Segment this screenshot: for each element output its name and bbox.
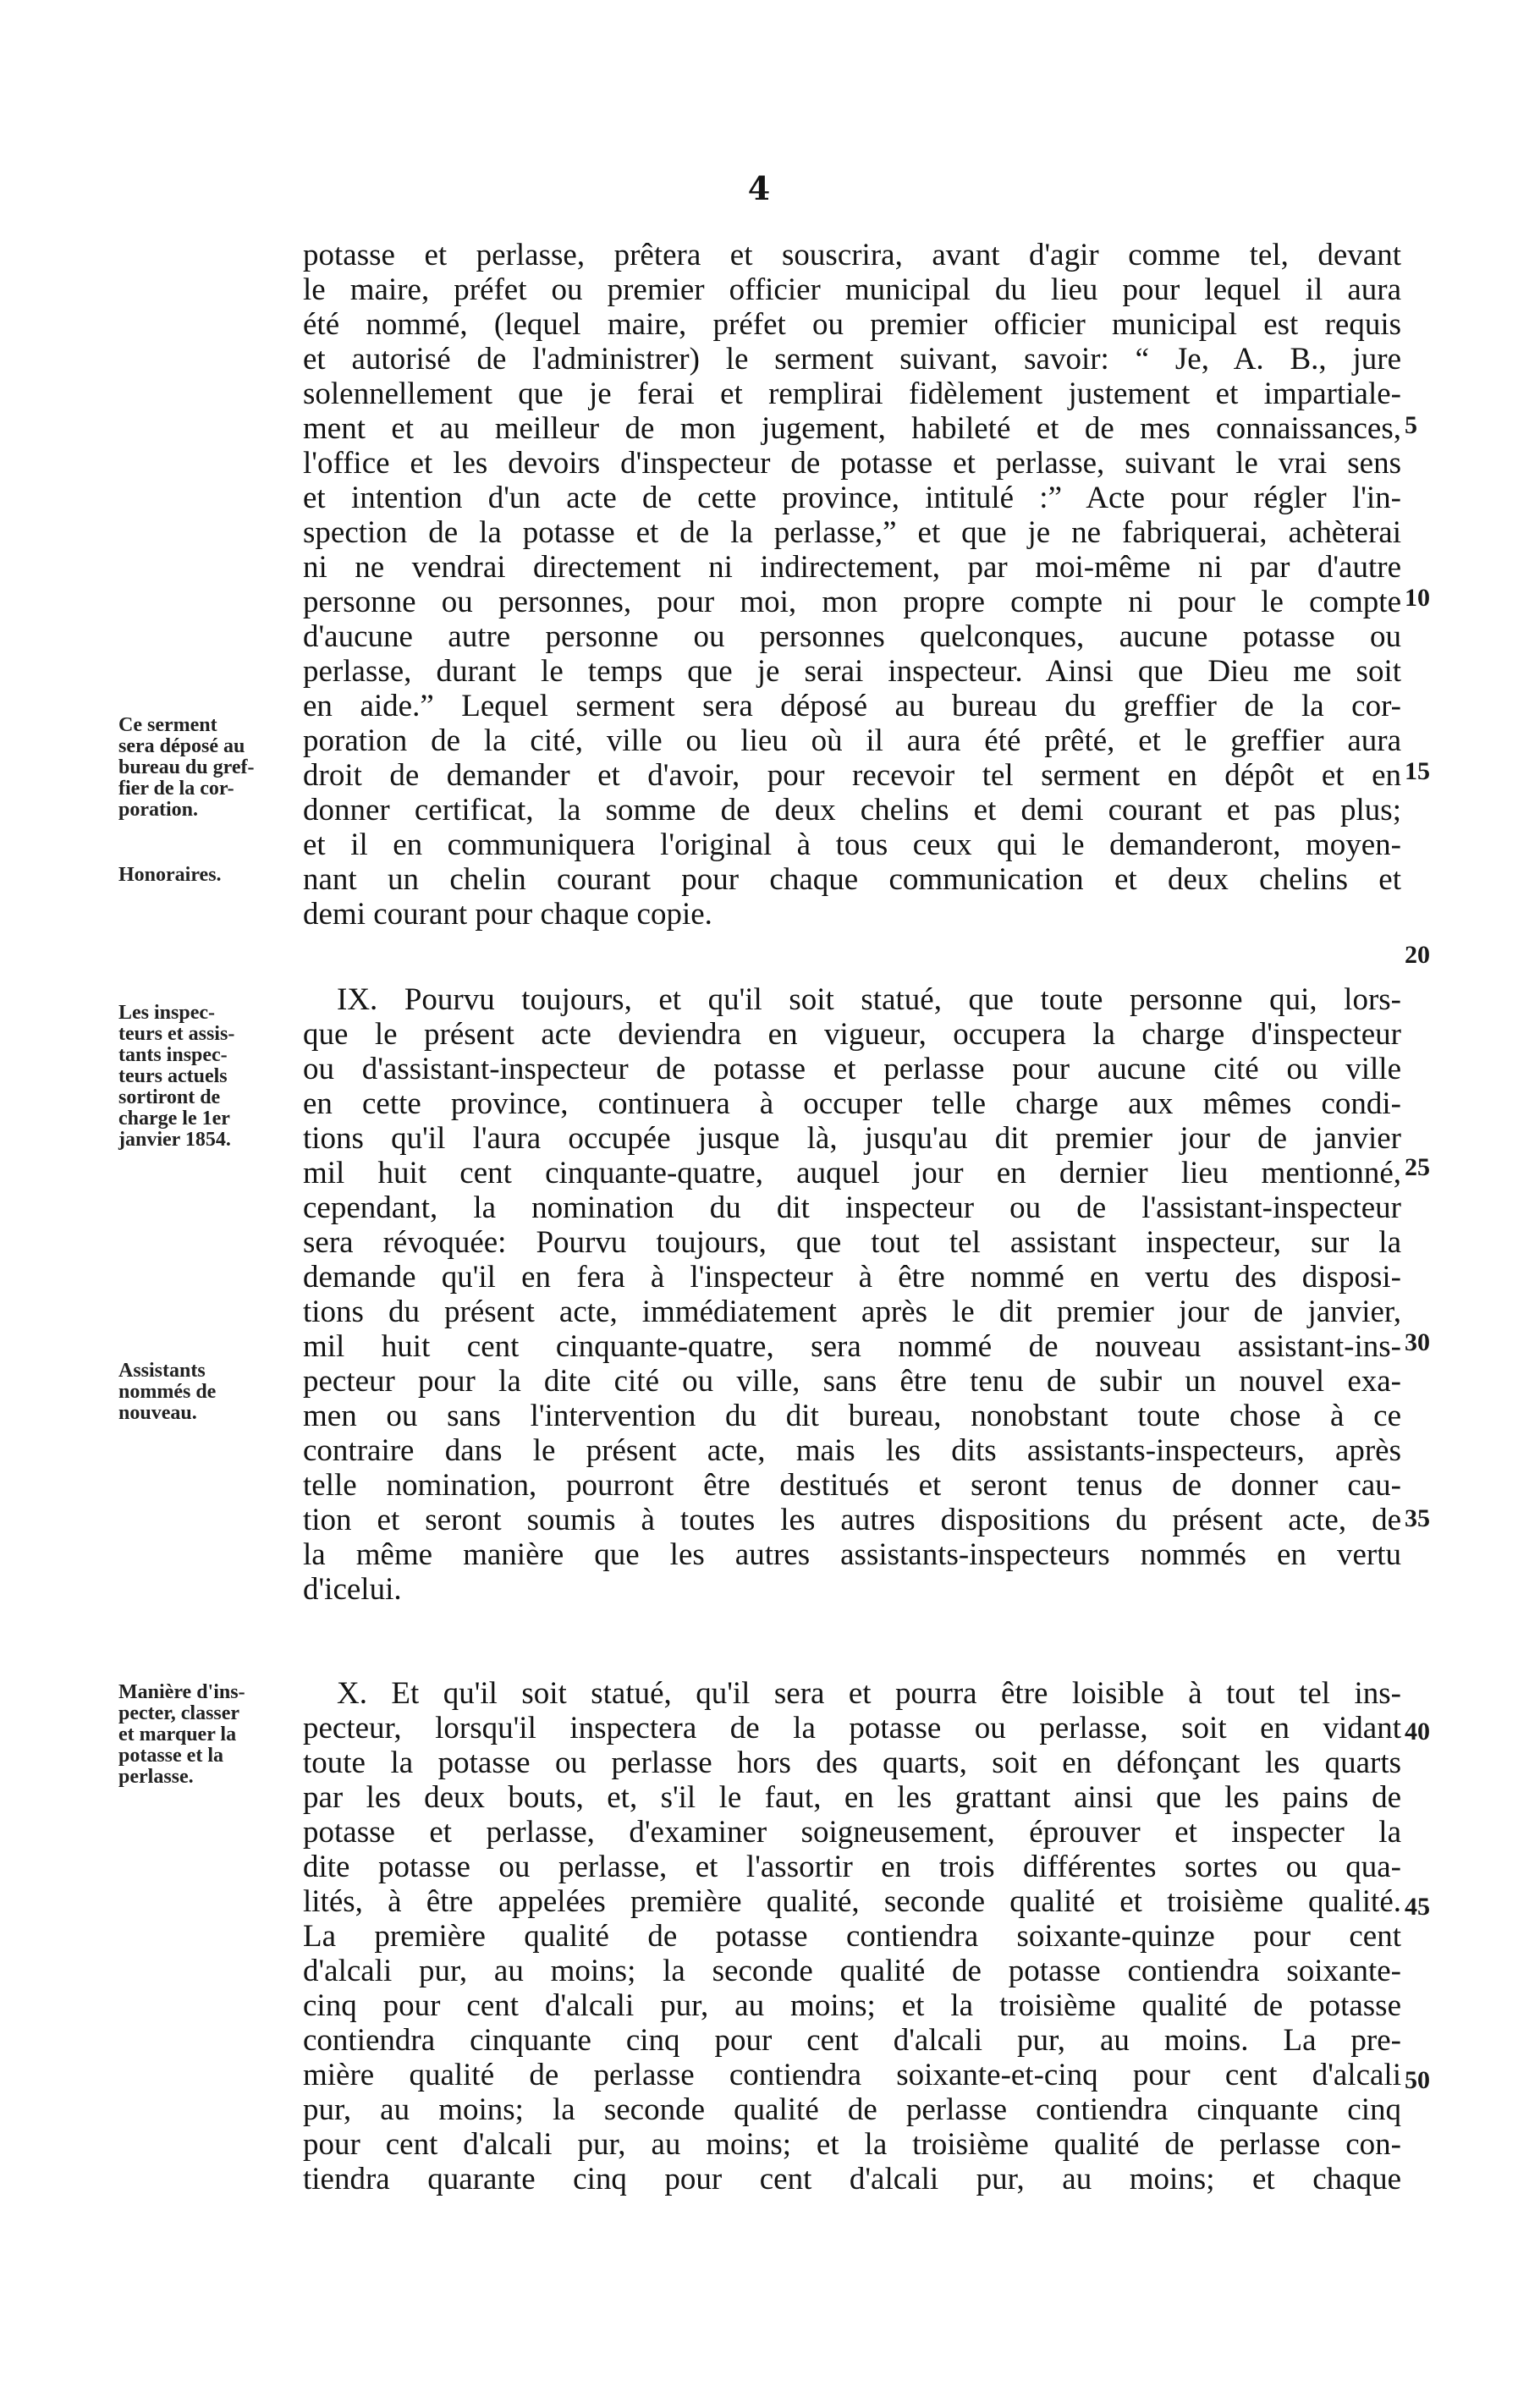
body-line: contiendra cinquante cinq pour cent d'alcali pur, au moins. La pre- [303, 2023, 1401, 2058]
section-ix-line: IX. Pourvu toujours, et qu'il soit statué, que toute personne qui, lors- [337, 982, 1401, 1017]
body-line: en aide.” Lequel serment sera déposé au bureau du greffier de la cor- [303, 689, 1401, 723]
body-line: et autorisé de l'administrer) le serment suivant, savoir: “ Je, A. B., jure [303, 342, 1401, 377]
margin-note-reappointed-assistants: Assistants nommés de nouveau. [118, 1360, 217, 1424]
body-line: donner certificat, la somme de deux chelins et demi courant et pas plus; [303, 793, 1401, 827]
body-line: d'icelui. [303, 1572, 402, 1607]
body-line: personne ou personnes, pour moi, mon propre compte ni pour le compte [303, 585, 1401, 619]
line-number: 40 [1405, 1718, 1430, 1746]
body-line: lités, à être appelées première qualité, seconde qualité et troisième qualité. [303, 1884, 1401, 1919]
body-line: pur, au moins; la seconde qualité de perlasse contiendra cinquante cinq [303, 2092, 1401, 2127]
margin-note-inspection-method: Manière d'ins- pecter, classer et marquer la potasse et la perlasse. [118, 1681, 245, 1788]
body-line: mière qualité de perlasse contiendra soixante-et-cinq pour cent d'alcali [303, 2058, 1401, 2092]
body-line: cinq pour cent d'alcali pur, au moins; et la troisième qualité de potasse [303, 1988, 1401, 2023]
body-line: tiendra quarante cinq pour cent d'alcali pur, au moins; et chaque [303, 2162, 1401, 2196]
line-number: 35 [1405, 1504, 1430, 1532]
body-line: demande qu'il en fera à l'inspecteur à être nommé en vertu des disposi- [303, 1260, 1401, 1295]
line-number: 20 [1405, 941, 1430, 969]
body-line: pecteur pour la dite cité ou ville, sans être tenu de subir un nouvel exa- [303, 1364, 1401, 1399]
body-line: poration de la cité, ville ou lieu où il aura été prêté, et le greffier aura [303, 723, 1401, 758]
line-number: 30 [1405, 1328, 1430, 1356]
body-line: ni ne vendrai directement ni indirectement, par moi-même ni par d'autre [303, 550, 1401, 585]
body-line: et intention d'un acte de cette province, intitulé :” Acte pour régler l'in- [303, 481, 1401, 515]
page-number: 4 [747, 169, 771, 207]
body-line: pour cent d'alcali pur, au moins; et la troisième qualité de perlasse con- [303, 2127, 1401, 2162]
body-line: droit de demander et d'avoir, pour recevoir tel serment en dépôt et en [303, 758, 1401, 793]
body-line: cependant, la nomination du dit inspecteur ou de l'assistant-inspecteur [303, 1190, 1401, 1225]
body-line: tions qu'il l'aura occupée jusque là, jusqu'au dit premier jour de janvier [303, 1121, 1401, 1156]
body-line: pecteur, lorsqu'il inspectera de la potasse ou perlasse, soit en vidant [303, 1711, 1401, 1746]
margin-note-fees: Honoraires. [118, 864, 222, 886]
body-line: et il en communiquera l'original à tous ceux qui le demanderont, moyen- [303, 827, 1401, 862]
body-line: par les deux bouts, et, s'il le faut, en les grattant ainsi que les pains de [303, 1780, 1401, 1815]
body-line: sera révoquée: Pourvu toujours, que tout tel assistant inspecteur, sur la [303, 1225, 1401, 1260]
body-line: dite potasse ou perlasse, et l'assortir en trois différentes sortes ou qua- [303, 1850, 1401, 1884]
body-line: mil huit cent cinquante-quatre, sera nommé de nouveau assistant-ins- [303, 1329, 1401, 1364]
body-line: d'alcali pur, au moins; la seconde qualité de potasse contiendra soixante- [303, 1954, 1401, 1988]
body-line: tions du présent acte, immédiatement après le dit premier jour de janvier, [303, 1295, 1401, 1329]
line-number: 5 [1405, 411, 1417, 439]
body-line: d'aucune autre personne ou personnes quelconques, aucune potasse ou [303, 619, 1401, 654]
body-line: contraire dans le présent acte, mais les dits assistants-inspecteurs, après [303, 1433, 1401, 1468]
body-line: men ou sans l'intervention du dit bureau, nonobstant toute chose à ce [303, 1399, 1401, 1433]
body-line: ou d'assistant-inspecteur de potasse et perlasse pour aucune cité ou ville [303, 1052, 1401, 1086]
body-line: potasse et perlasse, d'examiner soigneusement, éprouver et inspecter la [303, 1815, 1401, 1850]
body-line: tion et seront soumis à toutes les autres dispositions du présent acte, de [303, 1503, 1401, 1537]
body-line: telle nomination, pourront être destitués et seront tenus de donner cau- [303, 1468, 1401, 1503]
body-line: nant un chelin courant pour chaque communication et deux chelins et [303, 862, 1401, 897]
line-number: 10 [1405, 584, 1430, 612]
section-x-line: X. Et qu'il soit statué, qu'il sera et pourra être loisible à tout tel ins- [337, 1676, 1401, 1711]
body-line: l'office et les devoirs d'inspecteur de potasse et perlasse, suivant le vrai sens [303, 446, 1401, 481]
body-line: le maire, préfet ou premier officier municipal du lieu pour lequel il aura [303, 272, 1401, 307]
body-line: solennellement que je ferai et remplirai fidèlement justement et impartiale- [303, 377, 1401, 411]
line-number: 15 [1405, 757, 1430, 785]
body-line: spection de la potasse et de la perlasse,” et que je ne fabriquerai, achèterai [303, 515, 1401, 550]
margin-note-oath-deposit: Ce serment sera déposé au bureau du gref- fier de la cor- poration. [118, 714, 255, 821]
body-line: la même manière que les autres assistants-inspecteurs nommés en vertu [303, 1537, 1401, 1572]
body-line: mil huit cent cinquante-quatre, auquel jour en dernier lieu mentionné, [303, 1156, 1401, 1190]
body-line: demi courant pour chaque copie. [303, 897, 712, 932]
body-line: que le présent acte deviendra en vigueur, occupera la charge d'inspecteur [303, 1017, 1401, 1052]
line-number: 45 [1405, 1893, 1430, 1921]
body-line: perlasse, durant le temps que je serai inspecteur. Ainsi que Dieu me soit [303, 654, 1401, 689]
body-line: en cette province, continuera à occuper telle charge aux mêmes condi- [303, 1086, 1401, 1121]
body-line: toute la potasse ou perlasse hors des quarts, soit en défonçant les quarts [303, 1746, 1401, 1780]
body-line: La première qualité de potasse contiendra soixante-quinze pour cent [303, 1919, 1401, 1954]
body-line: ment et au meilleur de mon jugement, habileté et de mes connaissances, [303, 411, 1401, 446]
line-number: 50 [1405, 2066, 1430, 2094]
body-line: potasse et perlasse, prêtera et souscrira, avant d'agir comme tel, devant [303, 238, 1401, 272]
margin-note-current-inspectors: Les inspec- teurs et assis- tants inspec- teurs actuels sortiront de charge le 1er janvier 1854. [118, 1002, 235, 1151]
line-number: 25 [1405, 1153, 1430, 1181]
body-line: été nommé, (lequel maire, préfet ou premier officier municipal est requis [303, 307, 1401, 342]
